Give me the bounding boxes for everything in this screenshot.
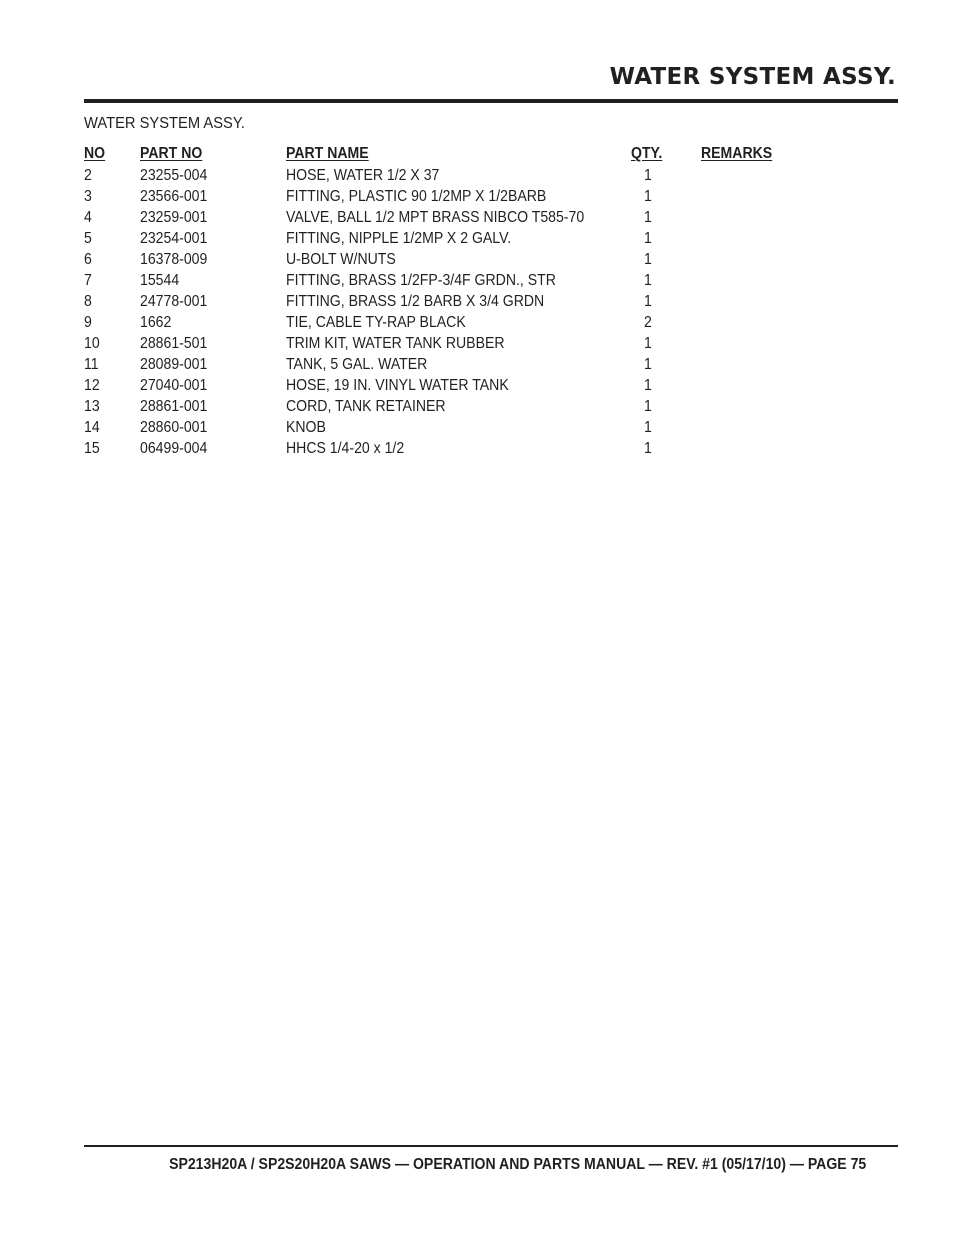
cell-qty: 1 xyxy=(644,188,652,205)
cell-part-name: FITTING, NIPPLE 1/2MP X 2 GALV. xyxy=(286,230,512,247)
table-row xyxy=(84,249,804,270)
cell-qty: 1 xyxy=(644,251,652,268)
cell-no: 2 xyxy=(84,167,92,184)
column-header-remarks: REMARKS xyxy=(701,145,773,162)
table-header-row xyxy=(84,143,804,165)
cell-part-name: KNOB xyxy=(286,419,326,436)
page-title: WATER SYSTEM ASSY. xyxy=(609,64,896,90)
cell-part-no: 23259-001 xyxy=(140,209,208,226)
column-header-no: NO xyxy=(84,145,106,162)
cell-no: 7 xyxy=(84,272,92,289)
cell-qty: 1 xyxy=(644,293,652,310)
table-row xyxy=(84,396,804,417)
cell-qty: 1 xyxy=(644,398,652,415)
cell-part-name: TIE, CABLE TY-RAP BLACK xyxy=(286,314,466,331)
cell-part-name: HOSE, WATER 1/2 X 37 xyxy=(286,167,440,184)
parts-table xyxy=(84,143,804,459)
cell-qty: 1 xyxy=(644,230,652,247)
table-row xyxy=(84,312,804,333)
cell-part-no: 16378-009 xyxy=(140,251,208,268)
header-rule xyxy=(84,99,898,103)
table-row xyxy=(84,165,804,186)
cell-part-name: TANK, 5 GAL. WATER xyxy=(286,356,428,373)
cell-no: 4 xyxy=(84,209,92,226)
column-header-part-name: PART NAME xyxy=(286,145,369,162)
cell-qty: 1 xyxy=(644,335,652,352)
column-header-part-no: PART NO xyxy=(140,145,203,162)
cell-qty: 2 xyxy=(644,314,652,331)
table-row xyxy=(84,438,804,459)
table-row xyxy=(84,228,804,249)
cell-part-no: 23566-001 xyxy=(140,188,208,205)
table-row xyxy=(84,417,804,438)
cell-part-no: 15544 xyxy=(140,272,180,289)
cell-part-no: 27040-001 xyxy=(140,377,208,394)
table-row xyxy=(84,207,804,228)
cell-part-no: 23254-001 xyxy=(140,230,208,247)
cell-part-no: 28861-001 xyxy=(140,398,208,415)
footer-rule xyxy=(84,1145,898,1147)
cell-part-name: CORD, TANK RETAINER xyxy=(286,398,446,415)
table-row xyxy=(84,291,804,312)
cell-part-name: HHCS 1/4-20 x 1/2 xyxy=(286,440,405,457)
cell-part-name: TRIM KIT, WATER TANK RUBBER xyxy=(286,335,505,352)
table-row xyxy=(84,333,804,354)
cell-no: 15 xyxy=(84,440,100,457)
cell-no: 14 xyxy=(84,419,100,436)
section-label: WATER SYSTEM ASSY. xyxy=(84,115,245,132)
cell-no: 6 xyxy=(84,251,92,268)
cell-qty: 1 xyxy=(644,272,652,289)
cell-part-no: 28861-501 xyxy=(140,335,208,352)
cell-qty: 1 xyxy=(644,419,652,436)
table-row xyxy=(84,375,804,396)
cell-part-no: 06499-004 xyxy=(140,440,208,457)
cell-qty: 1 xyxy=(644,356,652,373)
cell-no: 5 xyxy=(84,230,92,247)
cell-qty: 1 xyxy=(644,377,652,394)
cell-qty: 1 xyxy=(644,209,652,226)
cell-no: 9 xyxy=(84,314,92,331)
page-footer: SP213H20A / SP2S20H20A SAWS — OPERATION AND PARTS MANUAL — REV. #1 (05/17/10) — PAGE 75 xyxy=(168,1156,866,1173)
cell-no: 13 xyxy=(84,398,100,415)
cell-part-no: 28089-001 xyxy=(140,356,208,373)
table-row xyxy=(84,354,804,375)
cell-no: 8 xyxy=(84,293,92,310)
table-row xyxy=(84,186,804,207)
cell-part-name: FITTING, PLASTIC 90 1/2MP X 1/2BARB xyxy=(286,188,547,205)
cell-part-no: 1662 xyxy=(140,314,172,331)
cell-no: 12 xyxy=(84,377,100,394)
cell-part-name: VALVE, BALL 1/2 MPT BRASS NIBCO T585-70 xyxy=(286,209,585,226)
cell-part-name: FITTING, BRASS 1/2 BARB X 3/4 GRDN xyxy=(286,293,545,310)
table-row xyxy=(84,270,804,291)
cell-qty: 1 xyxy=(644,440,652,457)
cell-qty: 1 xyxy=(644,167,652,184)
cell-no: 11 xyxy=(84,356,99,373)
cell-no: 10 xyxy=(84,335,100,352)
cell-part-no: 23255-004 xyxy=(140,167,208,184)
column-header-qty: QTY. xyxy=(631,145,663,162)
cell-part-name: HOSE, 19 IN. VINYL WATER TANK xyxy=(286,377,509,394)
cell-part-name: U-BOLT W/NUTS xyxy=(286,251,396,268)
cell-part-no: 24778-001 xyxy=(140,293,208,310)
cell-part-no: 28860-001 xyxy=(140,419,208,436)
cell-no: 3 xyxy=(84,188,92,205)
cell-part-name: FITTING, BRASS 1/2FP-3/4F GRDN., STR xyxy=(286,272,556,289)
